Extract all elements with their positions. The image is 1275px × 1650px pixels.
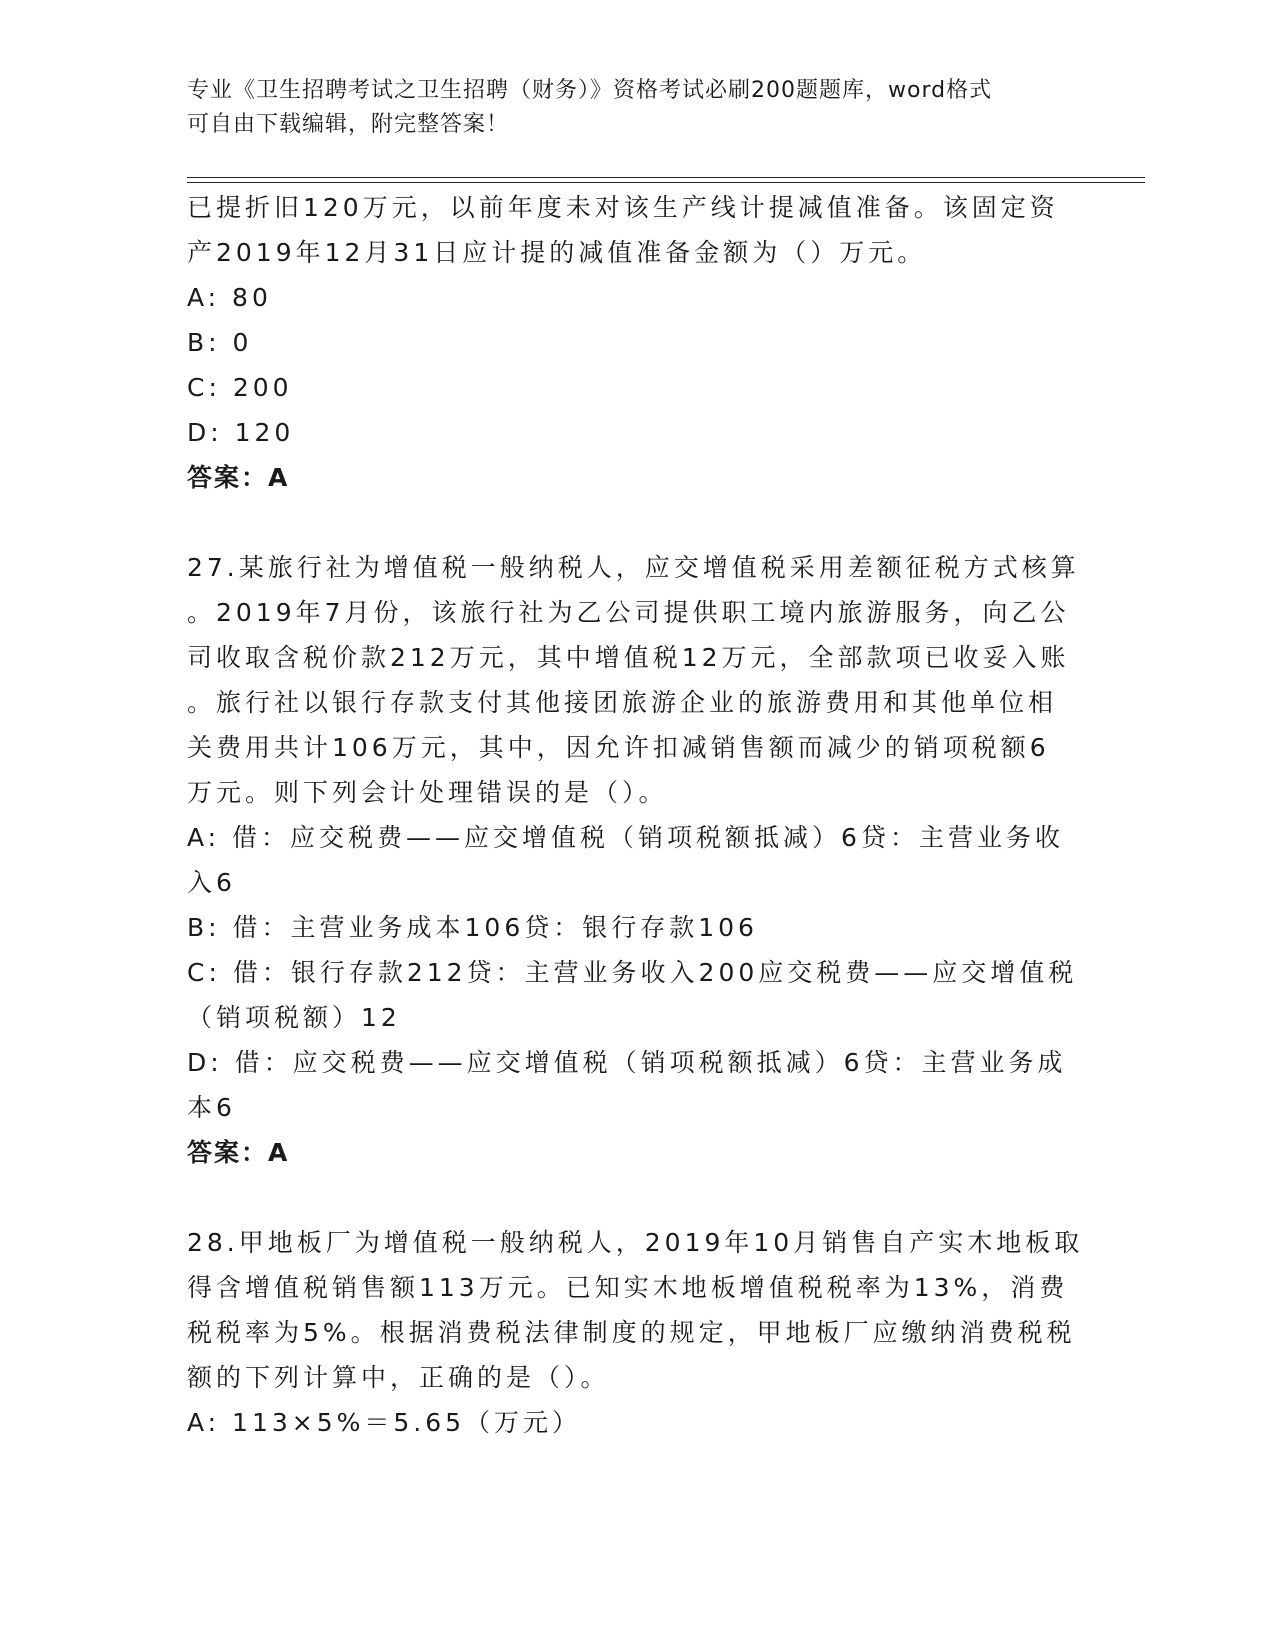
question-27 — [187, 545, 1080, 1175]
question-stem-line: 万元。则下列会计处理错误的是（）。 — [187, 778, 668, 807]
option-c-continued: （销项税额）12 — [187, 1003, 401, 1032]
header-line: 专业《卫生招聘考试之卫生招聘（财务）》资格考试必刷200题题库，word格式 — [187, 78, 993, 103]
question-stem-line: 司收取含税价款212万元，其中增值税12万元，全部款项已收妥入账 — [187, 643, 1070, 672]
option-d: D: 借：应交税费——应交增值税（销项税额抵减）6贷：主营业务成 — [187, 1048, 1067, 1077]
option-b: B: 借：主营业务成本106贷：银行存款106 — [187, 913, 758, 942]
option-a: A: 113×5%＝5.65（万元） — [187, 1408, 582, 1437]
option-a-continued: 入6 — [187, 868, 236, 897]
question-stem-line: 27.某旅行社为增值税一般纳税人，应交增值税采用差额征税方式核算 — [187, 553, 1080, 582]
question-26-continued — [187, 185, 1077, 500]
option-c: C: 借：银行存款212贷：主营业务收入200应交税费——应交增值税 — [187, 958, 1078, 987]
question-stem-line: 额的下列计算中，正确的是（）。 — [187, 1363, 610, 1392]
question-stem-line: 得含增值税销售额113万元。已知实木地板增值税税率为13%，消费 — [187, 1273, 1069, 1302]
question-stem-line: 产2019年12月31日应计提的减值准备金额为（）万元。 — [187, 238, 927, 267]
option-d-continued: 本6 — [187, 1093, 236, 1122]
question-stem-line: 。旅行社以银行存款支付其他接团旅游企业的旅游费用和其他单位相 — [187, 688, 1058, 717]
question-stem-line: 已提折旧120万元，以前年度未对该生产线计提减值准备。该固定资 — [187, 193, 1059, 222]
header-divider — [187, 182, 1145, 183]
question-stem-line: 关费用共计106万元，其中，因允许扣减销售额而减少的销项税额6 — [187, 733, 1050, 762]
question-28 — [187, 1220, 1084, 1445]
header-divider — [187, 177, 1145, 178]
question-stem-line: 28.甲地板厂为增值税一般纳税人，2019年10月销售自产实木地板取 — [187, 1228, 1084, 1257]
option-a: A: 借：应交税费——应交增值税（销项税额抵减）6贷：主营业务收 — [187, 823, 1064, 852]
answer: 答案：A — [187, 463, 290, 492]
option-b: B: 0 — [187, 328, 253, 357]
document-header — [187, 74, 1087, 142]
question-stem-line: 税税率为5%。根据消费税法律制度的规定，甲地板厂应缴纳消费税税 — [187, 1318, 1076, 1347]
answer: 答案：A — [187, 1138, 290, 1167]
option-c: C: 200 — [187, 373, 293, 402]
document-body — [187, 185, 1084, 1445]
question-stem-line: 。2019年7月份，该旅行社为乙公司提供职工境内旅游服务，向乙公 — [187, 598, 1070, 627]
option-d: D: 120 — [187, 418, 295, 447]
option-a: A: 80 — [187, 283, 272, 312]
header-line: 可自由下载编辑，附完整答案！ — [187, 112, 510, 137]
